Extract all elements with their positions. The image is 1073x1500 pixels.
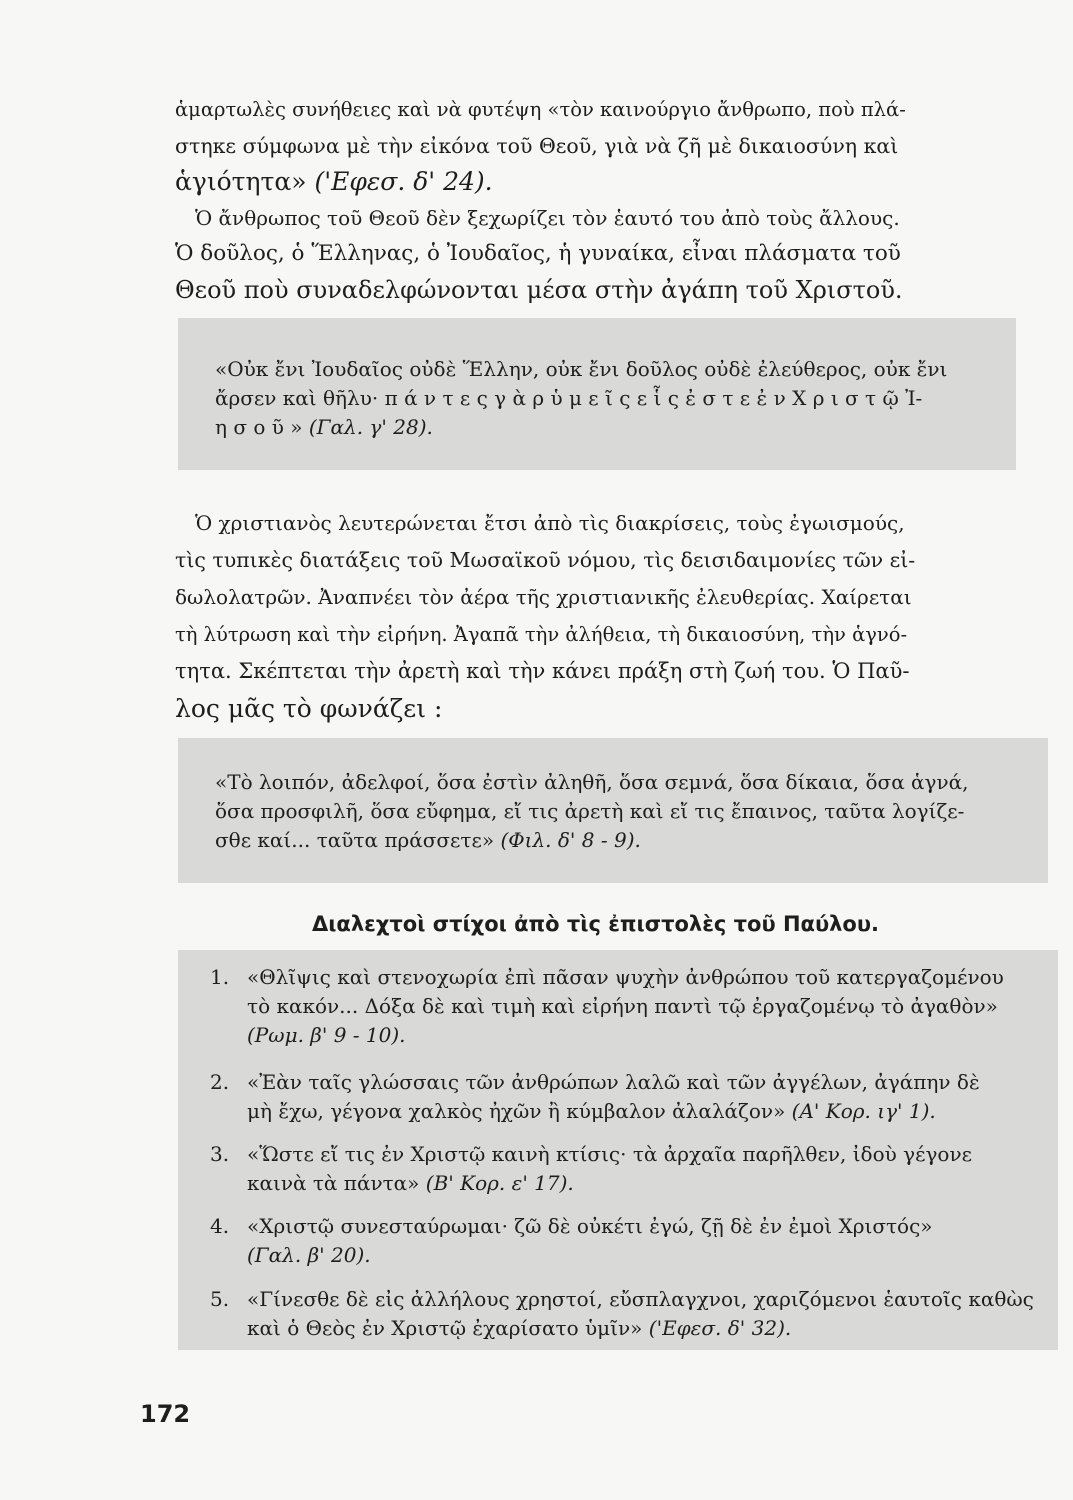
paragraph-1-line: ἁμαρτωλὲς συνήθειες καὶ νὰ φυτέψη «τὸν καινούργιο ἄνθρωπο, ποὺ πλά- (175, 98, 906, 121)
scripture-reference: (Φιλ. δ' 8 - 9). (500, 828, 641, 852)
page-number: 172 (140, 1400, 191, 1428)
verse-line-text: καινὰ τὰ πάντα» (247, 1171, 426, 1195)
verse-last-line (247, 1241, 933, 1270)
verse-number: 1. (210, 965, 230, 989)
paragraph-2-line: Ὁ δοῦλος, ὁ Ἕλληνας, ὁ Ἰουδαῖος, ἡ γυναίκα, εἶναι πλάσματα τοῦ (175, 241, 901, 266)
verse-line: «Χριστῷ συνεσταύρωμαι· ζῶ δὲ οὐκέτι ἐγώ, ζῇ δὲ ἐν ἐμοὶ Χριστός» (247, 1214, 933, 1238)
scripture-reference: (Γαλ. γ' 28). (308, 415, 433, 439)
section-heading: Διαλεχτοὶ στίχοι ἀπὸ τὶς ἐπιστολὲς τοῦ Παύλου. (312, 912, 880, 936)
verse-line: «Ἐὰν ταῖς γλώσσαις τῶν ἀνθρώπων λαλῶ καὶ τῶν ἀγγέλων, ἀγάπην δὲ (247, 1070, 980, 1094)
paragraph-3-line: Ὁ χριστιανὸς λευτερώνεται ἔτσι ἀπὸ τὶς διακρίσεις, τοὺς ἐγωισμούς, (195, 511, 905, 535)
verse-text (247, 1285, 1034, 1343)
verse-line: τὸ κακόν... Δόξα δὲ καὶ τιμὴ καὶ εἰρήνη παντὶ τῷ ἐργαζομένῳ τὸ ἀγαθὸν» (247, 994, 998, 1018)
paragraph-3-line: τητα. Σκέπτεται τὴν ἀρετὴ καὶ τὴν κάνει πράξη στὴ ζωή του. Ὁ Παῦ- (175, 659, 910, 683)
paragraph-1-text: ἁγιότητα» (175, 167, 315, 196)
verse-line-text: καὶ ὁ Θεὸς ἐν Χριστῷ ἐχαρίσατο ὑμῖν» (247, 1316, 649, 1340)
paragraph-1-line: στηκε σύμφωνα μὲ τὴν εἰκόνα τοῦ Θεοῦ, γιὰ νὰ ζῆ μὲ δικαιοσύνη καὶ (175, 134, 899, 158)
quote-2-text: σθε καί... ταῦτα πράσσετε» (215, 828, 501, 852)
paragraph-2-line: Ὁ ἄνθρωπος τοῦ Θεοῦ δὲν ξεχωρίζει τὸν ἑαυτό του ἀπὸ τοὺς ἄλλους. (195, 206, 900, 230)
verse-text (247, 1068, 980, 1126)
quote-1-line: «Οὐκ ἔνι Ἰουδαῖος οὐδὲ Ἕλλην, οὐκ ἔνι δοῦλος οὐδὲ ἐλεύθερος, οὐκ ἔνι (215, 357, 948, 381)
quote-2-line: ὅσα προσφιλῆ, ὅσα εὔφημα, εἴ τις ἀρετὴ καὶ εἴ τις ἔπαινος, ταῦτα λογίζε- (215, 799, 965, 823)
verse-number: 2. (210, 1070, 230, 1094)
paragraph-1 (175, 92, 906, 200)
quote-1 (215, 355, 947, 442)
paragraph-3-line: τὴ λύτρωση καὶ τὴν εἰρήνη. Ἀγαπᾶ τὴν ἀλήθεια, τὴ δικαιοσύνη, τὴν ἁγνό- (175, 623, 908, 646)
verse-line: «Θλῖψις καὶ στενοχωρία ἐπὶ πᾶσαν ψυχὴν ἀνθρώπου τοῦ κατεργαζομένου (247, 965, 1004, 989)
quote-2-line: «Τὸ λοιπόν, ἀδελφοί, ὅσα ἐστὶν ἀληθῆ, ὅσα σεμνά, ὅσα δίκαια, ὅσα ἁγνά, (215, 770, 969, 794)
scripture-reference: ('Εφεσ. δ' 32). (648, 1316, 792, 1340)
verse-number: 3. (210, 1142, 230, 1166)
quote-1-line: ἄρσεν καὶ θῆλυ· π ά ν τ ε ς γ ὰ ρ ὑ μ ε ῖ ς ε ἷ ς ἐ σ τ ε ἐ ν Χ ρ ι σ τ ῷ Ἰ- (215, 386, 923, 410)
paragraph-3-line: λος μᾶς τὸ φωνάζει : (175, 694, 443, 723)
verse-text (247, 1140, 972, 1198)
scripture-reference: (Α' Κορ. ιγ' 1). (791, 1099, 936, 1123)
paragraph-3-line: δωλολατρῶν. Ἀναπνέει τὸν ἀέρα τῆς χριστιανικῆς ἐλευθερίας. Χαίρεται (175, 585, 912, 609)
verse-last-line (247, 1021, 1004, 1050)
quote-2 (215, 768, 969, 855)
verse-last-line (247, 1097, 980, 1126)
paragraph-2-line: Θεοῦ ποὺ συναδελφώνονται μέσα στὴν ἀγάπη τοῦ Χριστοῦ. (175, 276, 903, 304)
scripture-reference: (Ρωμ. β' 9 - 10). (247, 1023, 406, 1047)
paragraph-3-line: τὶς τυπικὲς διατάξεις τοῦ Μωσαϊκοῦ νόμου, τὶς δεισιδαιμονίες τῶν εἰ- (175, 548, 916, 572)
scripture-reference: (Γαλ. β' 20). (247, 1243, 371, 1267)
quote-2-last-line (215, 826, 969, 855)
verse-line: «Γίνεσθε δὲ εἰς ἀλλήλους χρηστοί, εὔσπλαγχνοι, χαριζόμενοι ἑαυτοῖς καθὼς (247, 1287, 1034, 1311)
scripture-reference: ('Εφεσ. δ' 24). (314, 167, 493, 196)
verse-number: 4. (210, 1214, 230, 1238)
paragraph-1-last-line (175, 164, 900, 200)
scripture-reference: (Β' Κορ. ε' 17). (425, 1171, 574, 1195)
verse-text (247, 963, 1004, 1050)
verse-number: 5. (210, 1287, 230, 1311)
verse-text (247, 1212, 933, 1270)
paragraph-2 (175, 200, 903, 308)
paragraph-3 (175, 505, 916, 727)
verse-line-text: μὴ ἔχω, γέγονα χαλκὸς ἠχῶν ἢ κύμβαλον ἀλαλάζον» (247, 1099, 792, 1123)
verse-line: «Ὥστε εἴ τις ἐν Χριστῷ καινὴ κτίσις· τὰ ἀρχαῖα παρῆλθεν, ἰδοὺ γέγονε (247, 1142, 972, 1166)
quote-1-last-line (215, 413, 947, 442)
verse-last-line (247, 1169, 972, 1198)
quote-1-text: η σ ο ῦ » (215, 415, 309, 439)
verse-last-line (247, 1314, 1034, 1343)
